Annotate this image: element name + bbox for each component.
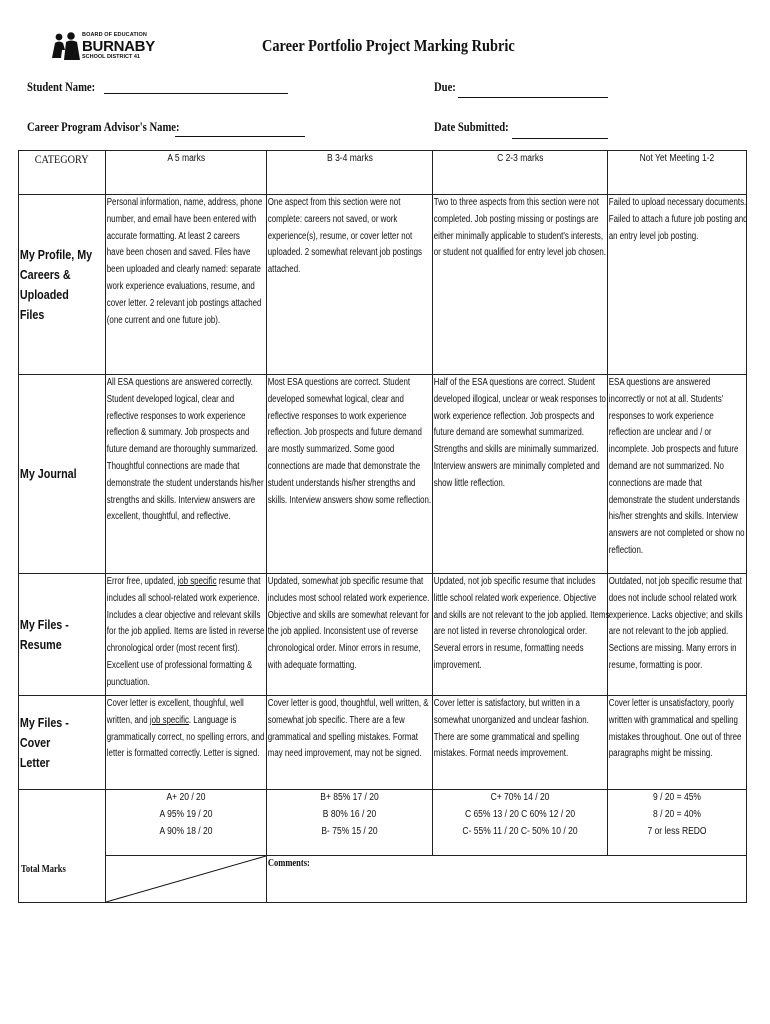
date-submitted-label: Date Submitted: (434, 120, 509, 134)
table-row (19, 696, 747, 790)
category-journal: My Journal (19, 375, 106, 574)
category-cover-letter: My Files - Cover Letter (19, 696, 106, 790)
table-row (19, 195, 747, 375)
cell-cover-c: Cover letter is satisfactory, but written in a somewhat unorganized and unclear fashion. There are some grammatical and spelling mistakes. Format needs improvement. (433, 696, 608, 790)
advisor-name-field[interactable] (175, 136, 305, 137)
cell-resume-a: Error free, updated, job specific resume that includes all school-related work experience. Includes a clear objective and relevant skills for the job applied. Items are listed in reverse chronological order (most recent first). Excellent use of professional formatting & punctuation. (106, 574, 267, 696)
table-row (19, 375, 747, 574)
rubric-table (18, 150, 747, 903)
student-name-field[interactable] (104, 93, 288, 94)
cell-journal-a: All ESA questions are answered correctly. Student developed logical, clear and reflective responses to work experience reflection & summary. Job prospects and future demand are thoroughly summarized. Thoughtful connections are made that demonstrate the student understands his/her strengths and skills. Interview answers are excellent, thoughtful, and reflective. (106, 375, 267, 574)
cell-cover-b: Cover letter is good, thoughtful, well written, & somewhat job specific. There are a few grammatical and spelling mistakes. Format may need improvement, may not be signed. (267, 696, 433, 790)
total-score-cell[interactable] (106, 856, 267, 903)
cell-profile-c: Two to three aspects from this section were not completed. Job posting missing or postings are either minimally applicable to student's interests, or student not qualified for entry level job chosen. (433, 195, 608, 375)
col-header-category: CATEGORY (19, 151, 106, 195)
col-header-a: A 5 marks (106, 151, 267, 195)
cell-resume-c: Updated, not job specific resume that includes little school related work experience. Objective and skills are not relevant to the job applied. Items are not listed in reverse chronological order. Several errors in resume, formatting needs improvement. (433, 574, 608, 696)
grades-row (19, 790, 747, 856)
cell-profile-not-yet: Failed to upload necessary documents. Failed to attach a future job posting and an entry level job posting. (608, 195, 747, 375)
cell-profile-a: Personal information, name, address, phone number, and email have been entered with accurate formatting. At least 2 careers have been chosen and saved. Files have been uploaded and clearly named: separate work experience evaluations, resume, and cover letter. 2 relevant job postings attached (one current and one future job). (106, 195, 267, 375)
grades-b: B+ 85% 17 / 20 B 80% 16 / 20 B- 75% 15 / 20 (267, 790, 433, 856)
total-marks-cell (19, 790, 106, 903)
grades-c: C+ 70% 14 / 20 C 65% 13 / 20 C 60% 12 / 20 C- 55% 11 / 20 C- 50% 10 / 20 (433, 790, 608, 856)
grades-a: A+ 20 / 20 A 95% 19 / 20 A 90% 18 / 20 (106, 790, 267, 856)
category-profile: My Profile, My Careers & Uploaded Files (19, 195, 106, 375)
logo-line3: SCHOOL DISTRICT 41 (82, 54, 140, 60)
due-label: Due: (434, 80, 456, 94)
diagonal-slash (106, 856, 266, 902)
advisor-name-label: Career Program Advisor's Name: (27, 120, 180, 134)
comments-box[interactable] (267, 856, 747, 903)
cell-profile-b: One aspect from this section were not complete: careers not saved, or work experience(s), resume, or cover letter not uploaded. 2 somewhat relevant job postings attached. (267, 195, 433, 375)
table-row (19, 574, 747, 696)
cell-resume-b: Updated, somewhat job specific resume that includes most school related work experience. Objective and skills are somewhat relevant for the job applied. Inconsistent use of reverse chronological order. Minor errors in resume, with adequate formatting. (267, 574, 433, 696)
cell-cover-not-yet: Cover letter is unsatisfactory, poorly written with grammatical and spelling mistakes throughout. One out of three paragraphs might be missing. (608, 696, 747, 790)
cell-resume-not-yet: Outdated, not job specific resume that does not include school related work experience. Lacks objective; and skills are not relevant to the job applied. Sections are missing. Many errors in resume, formatting is poor. (608, 574, 747, 696)
logo-line2: BURNABY (82, 38, 155, 55)
cell-cover-a: Cover letter is excellent, thoughful, well written, and job specific. Language is grammatically correct, no spelling errors, and letter is formatted correctly. Letter is signed. (106, 696, 267, 790)
cell-journal-b: Most ESA questions are correct. Student developed somewhat logical, clear and reflective responses to work experience reflection. Job prospects and future demand are mostly summarized. Some good connections are made that demonstrate the student understands his/her strengths and skills. Interview answers show some reflection. (267, 375, 433, 574)
header-row (19, 151, 747, 195)
category-resume: My Files - Resume (19, 574, 106, 696)
logo-line1: BOARD OF EDUCATION (82, 32, 147, 38)
due-field[interactable] (458, 97, 608, 98)
grades-not-yet: 9 / 20 = 45% 8 / 20 = 40% 7 or less REDO (608, 790, 747, 856)
total-row (19, 856, 747, 903)
col-header-c: C 2-3 marks (433, 151, 608, 195)
total-marks-label: Total Marks (21, 864, 66, 875)
cell-journal-not-yet: ESA questions are answered incorrectly or not at all. Students' responses to work experience reflection are unclear and / or incomplete. Job prospects and future demand are not summarized. No connections are made that demonstrate the student understands his/her strenghts and skills. Interview answers are not completed or show no reflection. (608, 375, 747, 574)
comments-label: Comments: (267, 858, 310, 869)
cell-journal-c: Half of the ESA questions are correct. Student developed illogical, unclear or weak responses to work experience reflection. Job prospects and future demand are somewhat summarized. Strengths and skills are minimally summarized. Interview answers are minimally completed and show little reflection. (433, 375, 608, 574)
date-submitted-field[interactable] (512, 138, 608, 139)
district-logo (50, 32, 155, 64)
page-title: Career Portfolio Project Marking Rubric (262, 36, 515, 55)
col-header-not-yet: Not Yet Meeting 1-2 (608, 151, 747, 195)
col-header-b: B 3-4 marks (267, 151, 433, 195)
student-name-label: Student Name: (27, 80, 96, 94)
people-logo-icon (50, 32, 82, 62)
